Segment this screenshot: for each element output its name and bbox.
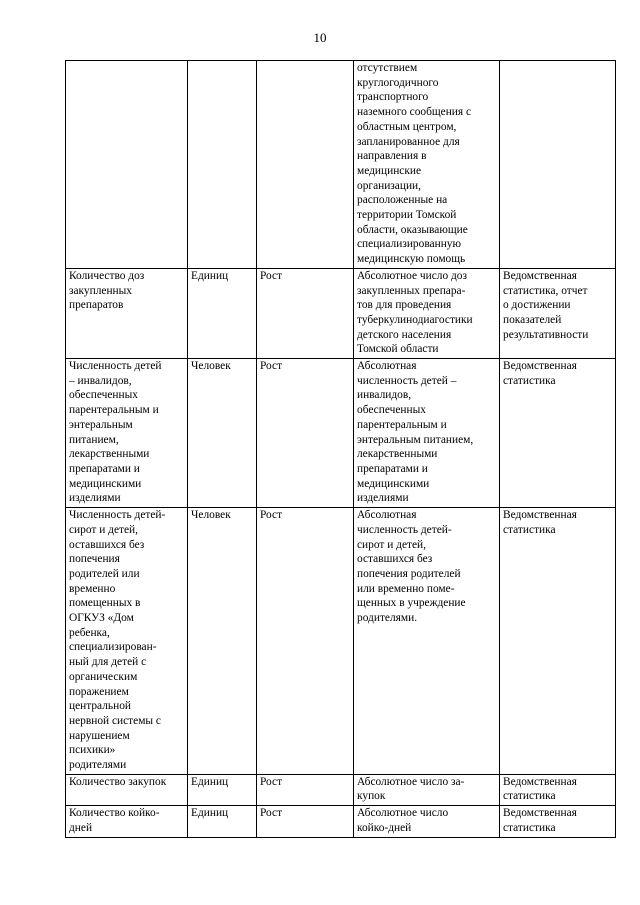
indicator-name-cell: Количество закупок bbox=[66, 774, 188, 805]
direction-cell: Рост bbox=[257, 806, 354, 837]
table-row bbox=[66, 268, 616, 358]
indicator-name-cell bbox=[66, 61, 188, 269]
table-row bbox=[66, 61, 616, 269]
source-cell: Ведомственная статистика bbox=[500, 806, 616, 837]
unit-cell: Единиц bbox=[188, 268, 257, 358]
unit-cell bbox=[188, 61, 257, 269]
description-cell: Абсолютная численность детей- сирот и детей, оставшихся без попечения родителей или временно поме- щенных в учреждение родителями. bbox=[354, 508, 500, 775]
unit-cell: Человек bbox=[188, 359, 257, 508]
direction-cell bbox=[257, 61, 354, 269]
page-number: 10 bbox=[313, 30, 327, 45]
indicator-name-cell: Количество доз закупленных препаратов bbox=[66, 268, 188, 358]
unit-cell: Единиц bbox=[188, 774, 257, 805]
source-cell: Ведомственная статистика, отчет о достижении показателей результативности bbox=[500, 268, 616, 358]
description-cell: Абсолютная численность детей – инвалидов, обеспеченных парентеральным и энтеральным питанием, лекарственными препаратами и медицинскими изделиями bbox=[354, 359, 500, 508]
unit-cell: Человек bbox=[188, 508, 257, 775]
source-cell: Ведомственная статистика bbox=[500, 508, 616, 775]
table-row bbox=[66, 806, 616, 837]
table-row bbox=[66, 774, 616, 805]
description-cell: отсутствием круглогодичного транспортного наземного сообщения с областным центром, запланированное для направления в медицинские организации, расположенные на территории Томской области, оказывающие специализированную медицинскую помощь bbox=[354, 61, 500, 269]
source-cell bbox=[500, 61, 616, 269]
direction-cell: Рост bbox=[257, 508, 354, 775]
table-row bbox=[66, 359, 616, 508]
unit-cell: Единиц bbox=[188, 806, 257, 837]
description-cell: Абсолютное число доз закупленных препара- тов для проведения туберкулинодиагостики детского населения Томской области bbox=[354, 268, 500, 358]
table-row bbox=[66, 508, 616, 775]
direction-cell: Рост bbox=[257, 359, 354, 508]
description-cell: Абсолютное число за- купок bbox=[354, 774, 500, 805]
indicator-name-cell: Численность детей- сирот и детей, оставшихся без попечения родителей или временно помещенных в ОГКУЗ «Дом ребенка, специализирован- ный для детей с органическим поражением центральной нервной системы с нарушением психики» родителями bbox=[66, 508, 188, 775]
indicators-table bbox=[65, 60, 616, 838]
indicator-name-cell: Численность детей – инвалидов, обеспеченных парентеральным и энтеральным питанием, лекарственными препаратами и медицинскими изделиями bbox=[66, 359, 188, 508]
source-cell: Ведомственная статистика bbox=[500, 359, 616, 508]
source-cell: Ведомственная статистика bbox=[500, 774, 616, 805]
direction-cell: Рост bbox=[257, 268, 354, 358]
description-cell: Абсолютное число койко-дней bbox=[354, 806, 500, 837]
direction-cell: Рост bbox=[257, 774, 354, 805]
indicator-name-cell: Количество койко- дней bbox=[66, 806, 188, 837]
